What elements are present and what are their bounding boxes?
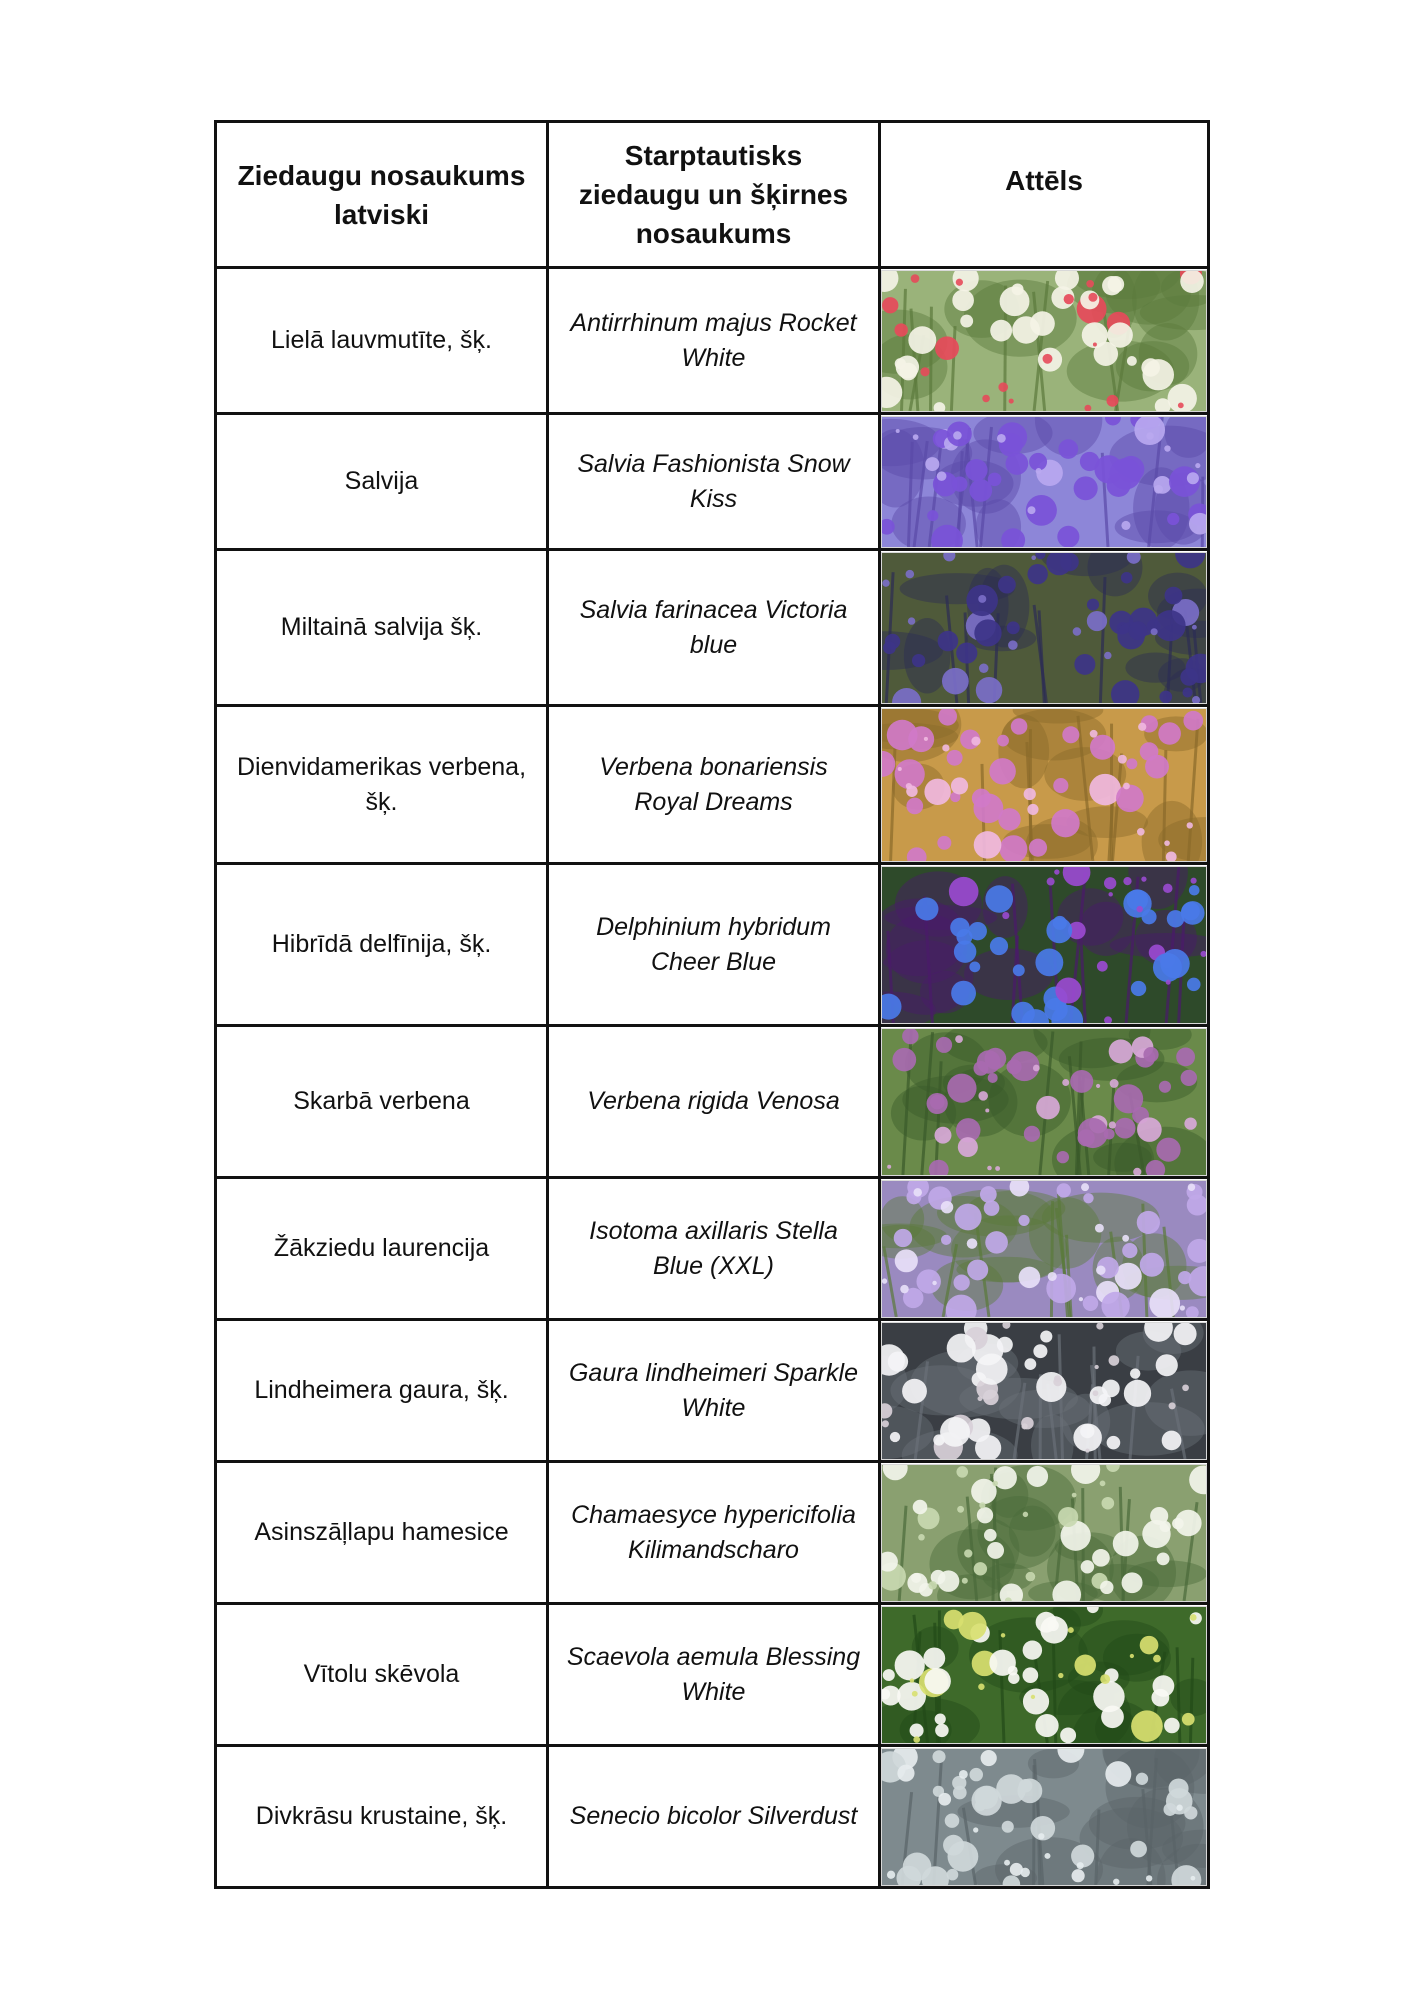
image-cell [880,864,1209,1026]
white-scaevola-photo [881,1606,1207,1744]
latvian-name-cell: Dienvidamerikas verbena, šķ. [216,706,548,864]
white-snapdragon-photo [881,270,1207,412]
latvian-name-cell: Skarbā verbena [216,1026,548,1178]
image-cell [880,1604,1209,1746]
blue-salvia-photo [881,552,1207,704]
white-chamaesyce-photo [881,1464,1207,1602]
image-cell [880,1320,1209,1462]
image-cell [880,1026,1209,1178]
table-row [216,864,1209,1026]
table-row [216,706,1209,864]
table-row [216,1746,1209,1888]
latvian-name-cell: Hibrīdā delfīnija, šķ. [216,864,548,1026]
blue-delphinium-photo [881,866,1207,1024]
latvian-name-cell: Miltainā salvija šķ. [216,550,548,706]
international-name-cell: Verbena rigida Venosa [548,1026,880,1178]
image-cell [880,414,1209,550]
latvian-name-cell: Divkrāsu krustaine, šķ. [216,1746,548,1888]
table-row [216,1604,1209,1746]
international-name-cell: Senecio bicolor Silverdust [548,1746,880,1888]
table-row [216,1462,1209,1604]
header-latvian-name: Ziedaugu nosaukums latviski [216,122,548,268]
international-name-cell: Verbena bonariensis Royal Dreams [548,706,880,864]
header-international-name: Starptautisks ziedaugu un šķirnes nosaukums [548,122,880,268]
flower-table [214,120,1210,1889]
table-row [216,1178,1209,1320]
table-row [216,414,1209,550]
image-cell [880,1746,1209,1888]
purple-salvia-photo [881,416,1207,548]
international-name-cell: Scaevola aemula Blessing White [548,1604,880,1746]
table-row [216,268,1209,414]
international-name-cell: Salvia farinacea Victoria blue [548,550,880,706]
image-cell [880,550,1209,706]
pink-verbena-photo [881,708,1207,862]
table-header-row [216,122,1209,268]
latvian-name-cell: Lielā lauvmutīte, šķ. [216,268,548,414]
international-name-cell: Isotoma axillaris Stella Blue (XXL) [548,1178,880,1320]
table-row [216,1026,1209,1178]
international-name-cell: Chamaesyce hypericifolia Kilimandscharo [548,1462,880,1604]
international-name-cell: Delphinium hybridum Cheer Blue [548,864,880,1026]
latvian-name-cell: Lindheimera gaura, šķ. [216,1320,548,1462]
international-name-cell: Antirrhinum majus Rocket White [548,268,880,414]
latvian-name-cell: Vītolu skēvola [216,1604,548,1746]
international-name-cell: Salvia Fashionista Snow Kiss [548,414,880,550]
latvian-name-cell: Žākziedu laurencija [216,1178,548,1320]
lilac-isotoma-photo [881,1180,1207,1318]
international-name-cell: Gaura lindheimeri Sparkle White [548,1320,880,1462]
white-gaura-photo [881,1322,1207,1460]
latvian-name-cell: Salvija [216,414,548,550]
table-row [216,550,1209,706]
latvian-name-cell: Asinszāļlapu hamesice [216,1462,548,1604]
image-cell [880,1178,1209,1320]
table-row [216,1320,1209,1462]
violet-verbena-photo [881,1028,1207,1176]
image-cell [880,268,1209,414]
image-cell [880,1462,1209,1604]
image-cell [880,706,1209,864]
silver-senecio-photo [881,1748,1207,1886]
header-image: Attēls [880,122,1209,268]
